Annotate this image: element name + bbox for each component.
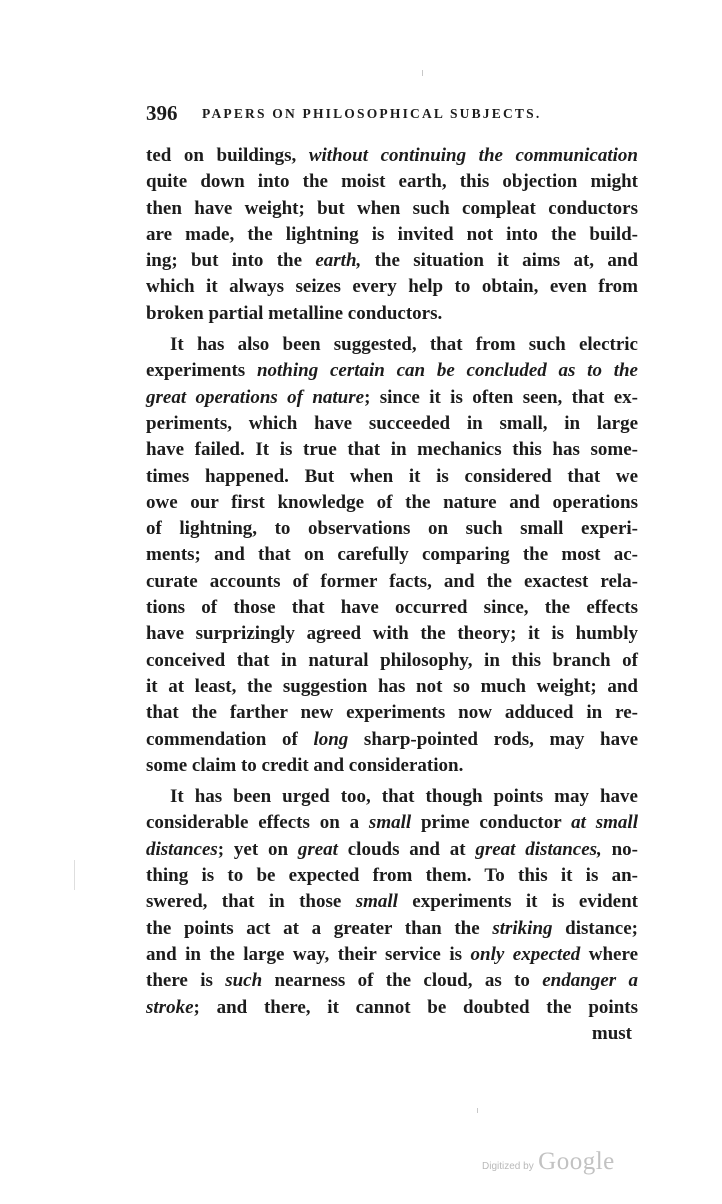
text-line: [146, 248, 638, 274]
italic-text: without continuing the communication: [308, 145, 638, 166]
italic-text: endanger a: [542, 970, 638, 992]
italic-text: such: [225, 970, 263, 992]
text-segment: ; and there, it cannot be doubted the points: [193, 996, 638, 1018]
text-line: [146, 595, 638, 621]
italic-text: great: [297, 838, 338, 860]
text-segment: It has been urged too, that though points may have: [170, 786, 638, 808]
google-logo: Google: [538, 1148, 615, 1175]
text-segment: which it always seizes every help to obtain, even from: [146, 276, 638, 298]
text-line: [146, 621, 638, 647]
text-line: [146, 863, 638, 889]
text-segment: experiments it is evident: [397, 891, 638, 913]
body-text: [146, 143, 638, 1047]
text-segment: times happened. But when it is considered that we: [146, 465, 638, 487]
text-line: [146, 169, 638, 195]
text-segment: there is: [146, 970, 226, 992]
text-segment: owe our first knowledge of the nature and operations: [146, 491, 638, 513]
text-segment: have failed. It is true that in mechanics this has some-: [146, 439, 638, 461]
text-segment: no-: [601, 838, 638, 860]
text-line: [146, 968, 638, 994]
italic-text: at small: [571, 812, 638, 834]
text-segment: some claim to credit and consideration.: [146, 754, 464, 776]
text-line: [146, 490, 638, 516]
text-line: [146, 196, 638, 222]
italic-text: earth,: [315, 250, 362, 272]
text-segment: it at least, the suggestion has not so much weight; and: [146, 675, 638, 697]
text-segment: conceived that in natural philosophy, in this branch of: [146, 649, 638, 671]
text-line: [146, 464, 638, 490]
italic-text: stroke: [146, 996, 194, 1018]
text-segment: sharp-pointed rods, may have: [348, 728, 639, 750]
text-segment: experiments: [146, 360, 257, 382]
text-line: [146, 700, 638, 726]
text-line: [146, 385, 638, 411]
text-segment: of lightning, to observations on such small experi-: [146, 518, 638, 540]
text-segment: and in the large way, their service is: [146, 943, 471, 965]
page-header: [146, 101, 638, 131]
italic-text: great distances,: [475, 838, 602, 860]
text-line: [146, 569, 638, 595]
page-number: 396: [146, 101, 178, 125]
text-segment: swered, that in those: [146, 891, 356, 913]
catchword: must: [591, 1022, 632, 1044]
text-line: [146, 648, 638, 674]
italic-text: long: [313, 728, 349, 750]
text-segment: curate accounts of former facts, and the exactest rela-: [146, 570, 638, 592]
text-segment: prime conductor: [411, 812, 572, 834]
text-segment: tions of those that have occurred since, the effects: [146, 597, 638, 619]
text-segment: periments, which have succeeded in small, in large: [146, 412, 638, 434]
text-segment: ted on buildings,: [146, 145, 309, 166]
text-line: [146, 143, 638, 169]
text-line: [146, 727, 638, 753]
text-segment: are made, the lightning is invited not into the build-: [146, 223, 638, 245]
text-segment: distance;: [552, 917, 638, 939]
text-segment: the points act at a greater than the: [146, 917, 493, 939]
italic-text: only expected: [470, 943, 581, 965]
text-line: [146, 516, 638, 542]
text-segment: considerable effects on a: [146, 812, 369, 834]
text-line: [146, 301, 638, 327]
text-segment: ments; and that on carefully comparing the most ac-: [146, 544, 638, 566]
italic-text: small: [355, 891, 398, 913]
text-segment: nearness of the cloud, as to: [262, 970, 543, 992]
scan-mark: [477, 1108, 478, 1113]
text-line: [146, 784, 638, 810]
watermark-prefix: Digitized by: [482, 1161, 534, 1172]
digitized-watermark: [482, 1148, 615, 1176]
text-line: [146, 358, 638, 384]
text-segment: ; since it is often seen, that ex-: [364, 386, 638, 408]
text-line: [146, 274, 638, 300]
text-segment: that the farther new experiments now adduced in re-: [146, 702, 638, 724]
text-line: [146, 411, 638, 437]
text-segment: commendation of: [146, 728, 314, 750]
text-line: [146, 437, 638, 463]
text-segment: ing; but into the: [146, 250, 316, 272]
text-line: [146, 995, 638, 1021]
italic-text: nothing certain can be concluded as to the: [256, 360, 638, 382]
text-segment: then have weight; but when such compleat conductors: [146, 197, 638, 219]
text-segment: quite down into the moist earth, this objection might: [146, 171, 638, 193]
text-line: [146, 332, 638, 358]
text-line: [146, 837, 638, 863]
text-line: [146, 810, 638, 836]
text-segment: the situation it aims at, and: [361, 250, 638, 272]
text-segment: have surprizingly agreed with the theory; it is humbly: [146, 623, 638, 645]
text-line: [146, 222, 638, 248]
text-segment: thing is to be expected from them. To this it is an-: [146, 865, 638, 887]
running-head: PAPERS ON PHILOSOPHICAL SUBJECTS.: [202, 106, 542, 121]
text-line: [146, 674, 638, 700]
text-line: [146, 889, 638, 915]
text-segment: where: [580, 943, 639, 965]
text-line: [146, 916, 638, 942]
text-segment: It has also been suggested, that from such electric: [170, 334, 638, 356]
scan-mark: [422, 70, 423, 76]
text-line: [146, 753, 638, 779]
italic-text: small: [368, 812, 412, 834]
scan-mark: [74, 860, 75, 890]
text-line: [146, 542, 638, 568]
italic-text: distances: [146, 838, 218, 860]
text-segment: ; yet on: [217, 838, 298, 860]
italic-text: striking: [492, 917, 553, 939]
text-segment: broken partial metalline conductors.: [146, 302, 443, 324]
text-segment: clouds and at: [337, 838, 476, 860]
text-line: [146, 942, 638, 968]
italic-text: great operations of nature: [146, 386, 365, 408]
